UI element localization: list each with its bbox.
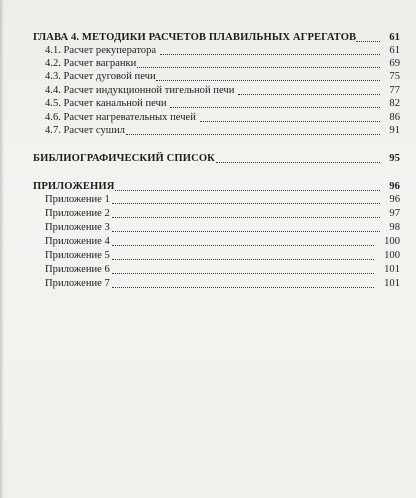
toc-leader xyxy=(112,287,374,288)
toc-entry-title: Приложение 2 xyxy=(45,208,110,219)
toc-entry-page: 69 xyxy=(389,58,400,69)
toc-entry-page: 82 xyxy=(389,98,400,109)
toc-entry-page: 95 xyxy=(389,153,400,164)
toc-entry-appendices xyxy=(0,180,416,194)
toc-entry-title: Приложение 3 xyxy=(45,222,110,233)
toc-entry-title: Приложение 1 xyxy=(45,194,110,205)
toc-entry-page: 100 xyxy=(384,250,400,261)
toc-leader xyxy=(115,190,380,191)
toc-entry-4-5 xyxy=(0,97,416,111)
toc-entry-title: ПРИЛОЖЕНИЯ xyxy=(33,181,115,192)
toc-entry-page: 98 xyxy=(389,222,400,233)
toc-entry-page: 96 xyxy=(389,181,400,192)
toc-leader xyxy=(112,217,380,218)
toc-leader xyxy=(156,80,380,81)
toc-entry-title: Приложение 5 xyxy=(45,250,110,261)
toc-entry-4-7 xyxy=(0,124,416,138)
toc-entry-title: 4.6. Расчет нагревательных печей xyxy=(45,112,196,123)
toc-entry-page: 96 xyxy=(389,194,400,205)
toc-entry-4-4 xyxy=(0,84,416,98)
toc-entry-page: 100 xyxy=(384,236,400,247)
toc-leader xyxy=(112,231,380,232)
toc-entry-appendix-1 xyxy=(0,193,416,207)
toc-entry-4-3 xyxy=(0,70,416,84)
toc-leader xyxy=(160,54,380,55)
toc-entry-appendix-3 xyxy=(0,221,416,235)
toc-entry-title: ГЛАВА 4. МЕТОДИКИ РАСЧЕТОВ ПЛАВИЛЬНЫХ АГРЕГАТОВ xyxy=(33,32,357,43)
toc-entry-4-6 xyxy=(0,111,416,125)
toc-entry-page: 75 xyxy=(389,71,400,82)
toc-entry-title: 4.2. Расчет вагранки xyxy=(45,58,137,69)
toc-leader xyxy=(238,94,380,95)
toc-entry-page: 86 xyxy=(389,112,400,123)
toc-leader xyxy=(112,259,374,260)
toc-leader xyxy=(112,203,380,204)
toc-entry-page: 61 xyxy=(389,32,400,43)
toc-entry-4-2 xyxy=(0,57,416,71)
toc-entry-chapter4 xyxy=(0,31,416,45)
toc-leader xyxy=(216,162,380,163)
toc-entry-bibliography xyxy=(0,152,416,166)
toc-leader xyxy=(200,121,380,122)
toc-entry-page: 101 xyxy=(384,278,400,289)
toc-leader xyxy=(112,245,374,246)
toc-entry-title: 4.7. Расчет сушил xyxy=(45,125,125,136)
toc-entry-4-1 xyxy=(0,44,416,58)
toc-entry-page: 77 xyxy=(389,85,400,96)
toc-entry-appendix-2 xyxy=(0,207,416,221)
toc-entry-title: 4.4. Расчет индукционной тигельной печи xyxy=(45,85,235,96)
toc-entry-title: Приложение 6 xyxy=(45,264,110,275)
toc-entry-title: 4.5. Расчет канальной печи xyxy=(45,98,167,109)
toc-entry-appendix-7 xyxy=(0,277,416,291)
toc-entry-page: 97 xyxy=(389,208,400,219)
toc-entry-page: 61 xyxy=(389,45,400,56)
toc-entry-page: 91 xyxy=(389,125,400,136)
toc-entry-title: 4.3. Расчет дуговой печи xyxy=(45,71,156,82)
toc-entry-title: Приложение 7 xyxy=(45,278,110,289)
toc-entry-title: БИБЛИОГРАФИЧЕСКИЙ СПИСОК xyxy=(33,153,215,164)
toc-leader xyxy=(356,41,380,42)
toc-entry-appendix-6 xyxy=(0,263,416,277)
toc-leader xyxy=(126,134,380,135)
toc-entry-title: 4.1. Расчет рекуператора xyxy=(45,45,157,56)
toc-leader xyxy=(170,107,380,108)
toc-entry-appendix-4 xyxy=(0,235,416,249)
toc-entry-appendix-5 xyxy=(0,249,416,263)
toc-leader xyxy=(137,67,380,68)
toc-leader xyxy=(112,273,374,274)
toc-entry-page: 101 xyxy=(384,264,400,275)
toc-entry-title: Приложение 4 xyxy=(45,236,110,247)
